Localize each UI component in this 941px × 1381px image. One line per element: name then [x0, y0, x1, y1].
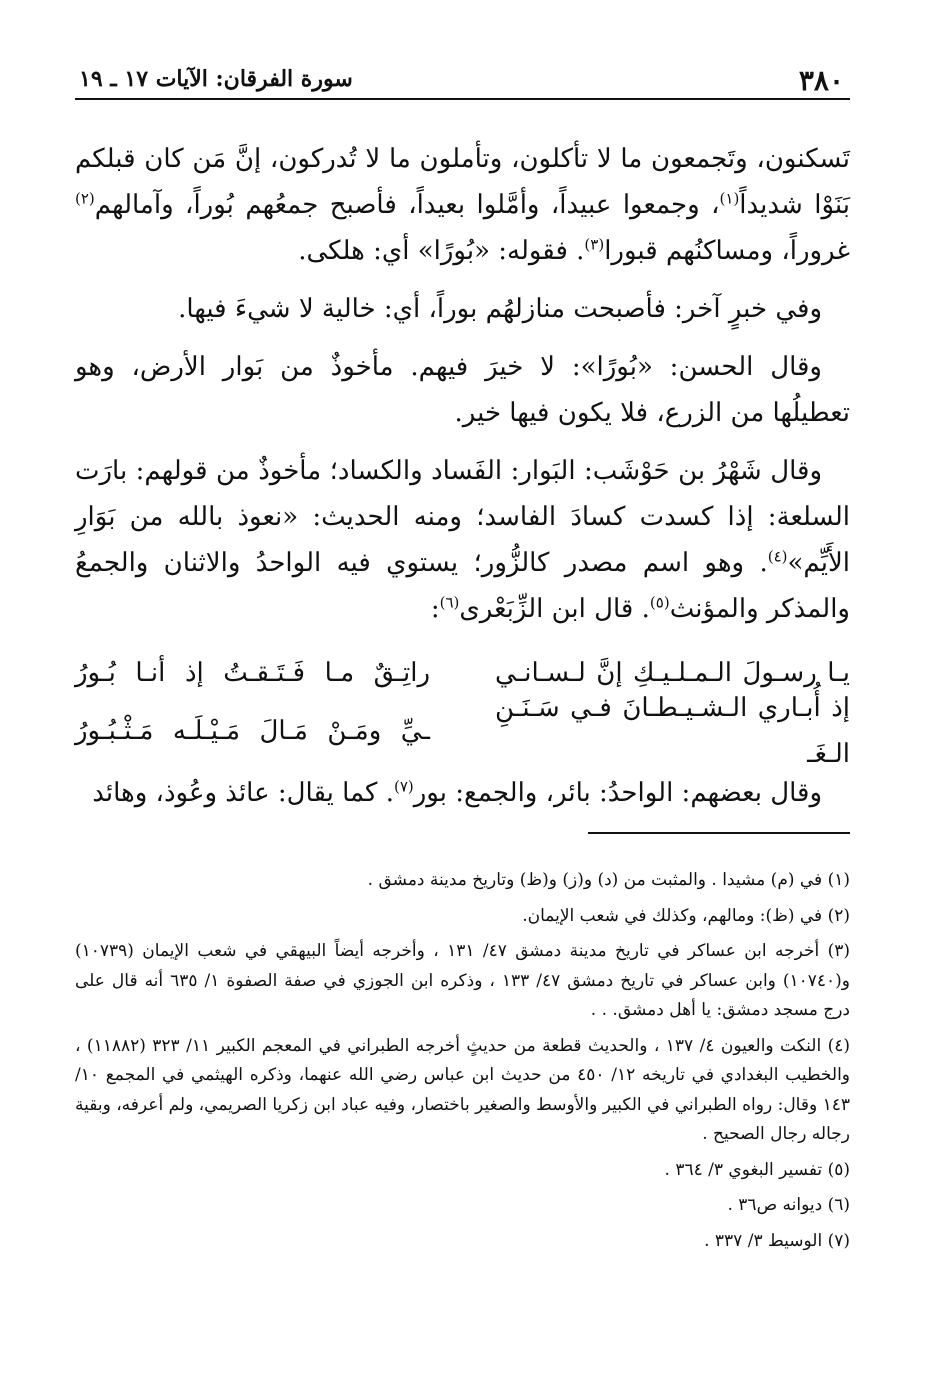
footnote-ref: (٣): [584, 235, 605, 254]
footnote-ref: (٤): [767, 547, 788, 566]
footnote-ref: (٢): [75, 189, 95, 208]
verse-first-hemistich: إذ أُبـاري الـشـيـطـانَ فـي سَـنَـنِ الـغَـ: [495, 693, 850, 769]
footnote-ref: (٦): [439, 593, 460, 612]
footnote-ref: (٧): [393, 777, 414, 796]
text-run: ، وجمعوا عبيداً، وأمَّلوا بعيداً، فأصبح جمعُهم بُوراً، وآمالهم: [94, 190, 720, 220]
verse-line: [75, 693, 850, 769]
verse-second-hemistich: راتِـقٌ مـا فَـتَـقـتُ إذ أنـا بُـورُ: [75, 658, 430, 688]
text-run: . وهو اسم مصدر كالزُّور؛ يستوي فيه الواحدُ والاثنان والجمعُ والمذكر والمؤنث: [75, 548, 850, 624]
running-title: سورة الفرقان: الآيات ١٧ ـ ١٩: [79, 66, 353, 92]
footnote-5: (٥) تفسير البغوي ٣/ ٣٦٤ .: [664, 1159, 850, 1180]
footnote-4: (٤) النكت والعيون ٤/ ١٣٧ ، والحديث قطعة من حديثٍ أخرجه الطبراني في المعجم الكبير ١١/ ٣٢٣ (١١٨٨٢) ، والخطيب البغدادي في تاريخه ١٢/ ٤٥٠ من حديث ابن عباس رضي الله عنهما، وذكره الهيثمي في المجمع ١٠/ ١٤٣ وقال: رواه الطبراني في الكبير والأوسط والصغير باختصار، وفيه عباد ابن زكريا الصريمي، ولم أعرفه، وبقية رجاله رجال الصحيح .: [75, 1035, 851, 1144]
text-run: :: [430, 594, 440, 624]
footnote-7: (٧) الوسيط ٣/ ٣٣٧ .: [704, 1230, 850, 1251]
poem: [75, 644, 850, 769]
page-header: [75, 60, 850, 100]
text-run: وقال شَهْرُ بن حَوْشَب: البَوار: الفَساد والكساد؛ مأخوذٌ من قولهم: بارَت السلعة: إذا كسدت كسادَ الفاسد؛ ومنه الحديث: «نعوذ بالله من بَوَارِ الأَيِّم»: [75, 456, 850, 578]
text-run: . كما يقال: عائذ وعُوذ، وهائد: [92, 778, 394, 808]
footnote-ref: (٥): [649, 593, 670, 612]
text-run: . فقوله: «بُورًا» أي: هلكى.: [298, 236, 585, 266]
paragraph-2: وفي خبرٍ آخر: فأصبحت منازلهُم بوراً، أي: خالية لا شيءَ فيها.: [178, 294, 822, 324]
footnote-2: (٢) في (ظ): ومالهم، وكذلك في شعب الإيمان.: [522, 905, 850, 926]
text-run: غروراً، ومساكنُهم قبورا: [604, 236, 850, 266]
paragraph-4: [75, 448, 850, 632]
text-run: . قال ابن الزِّبَعْرى: [459, 594, 650, 624]
paragraph-3: وقال الحسن: «بُورًا»: لا خيرَ فيهم. مأخوذٌ من بَوار الأرض، وهو تعطيلُها من الزرع، فلا يكون فيها خير.: [75, 352, 850, 428]
footnote-3: (٣) أخرجه ابن عساكر في تاريخ مدينة دمشق ٤٧/ ١٣١ ، وأخرجه أيضاً البيهقي في شعب الإيمان (١٠٧٣٩) و(١٠٧٤٠) وابن عساكر في تاريخ دمشق ٤٧/ ١٣٣ ، وذكره ابن الجوزي في صفة الصفوة ١/ ٦٣٥ أنه قال على درج مسجد دمشق: يا أهل دمشق. . .: [75, 941, 850, 1020]
verse-first-hemistich: يـا رسـولَ الـمـلـيـكِ إنَّ لـسـانـي: [495, 658, 850, 688]
page-number: ٣٨٠: [798, 64, 844, 97]
footnote-ref: (١): [719, 189, 740, 208]
footnote-separator: [588, 832, 850, 834]
paragraph-5: [75, 770, 850, 816]
footnotes: [75, 866, 850, 1262]
text-run: وقال بعضهم: الواحدُ: بائر، والجمع: بور: [413, 778, 822, 808]
verse-second-hemistich: ـيِّ ومَـنْ مَـالَ مَـيْـلَـه مَـثْـبُـورُ: [75, 716, 430, 746]
paragraph-1: [75, 136, 850, 274]
footnote-6: (٦) ديوانه ص٣٦ .: [727, 1195, 850, 1215]
footnote-1: (١) في (م) مشيدا . والمثبت من (د) و(ز) و(ظ) وتاريخ مدينة دمشق .: [367, 870, 850, 890]
text-run: تَسكنون، وتَجمعون ما لا تأكلون، وتأملون ما لا تُدركون، إنَّ مَن كان قبلكم بَنَوْا شديداً: [75, 144, 851, 220]
main-text: [75, 136, 850, 828]
